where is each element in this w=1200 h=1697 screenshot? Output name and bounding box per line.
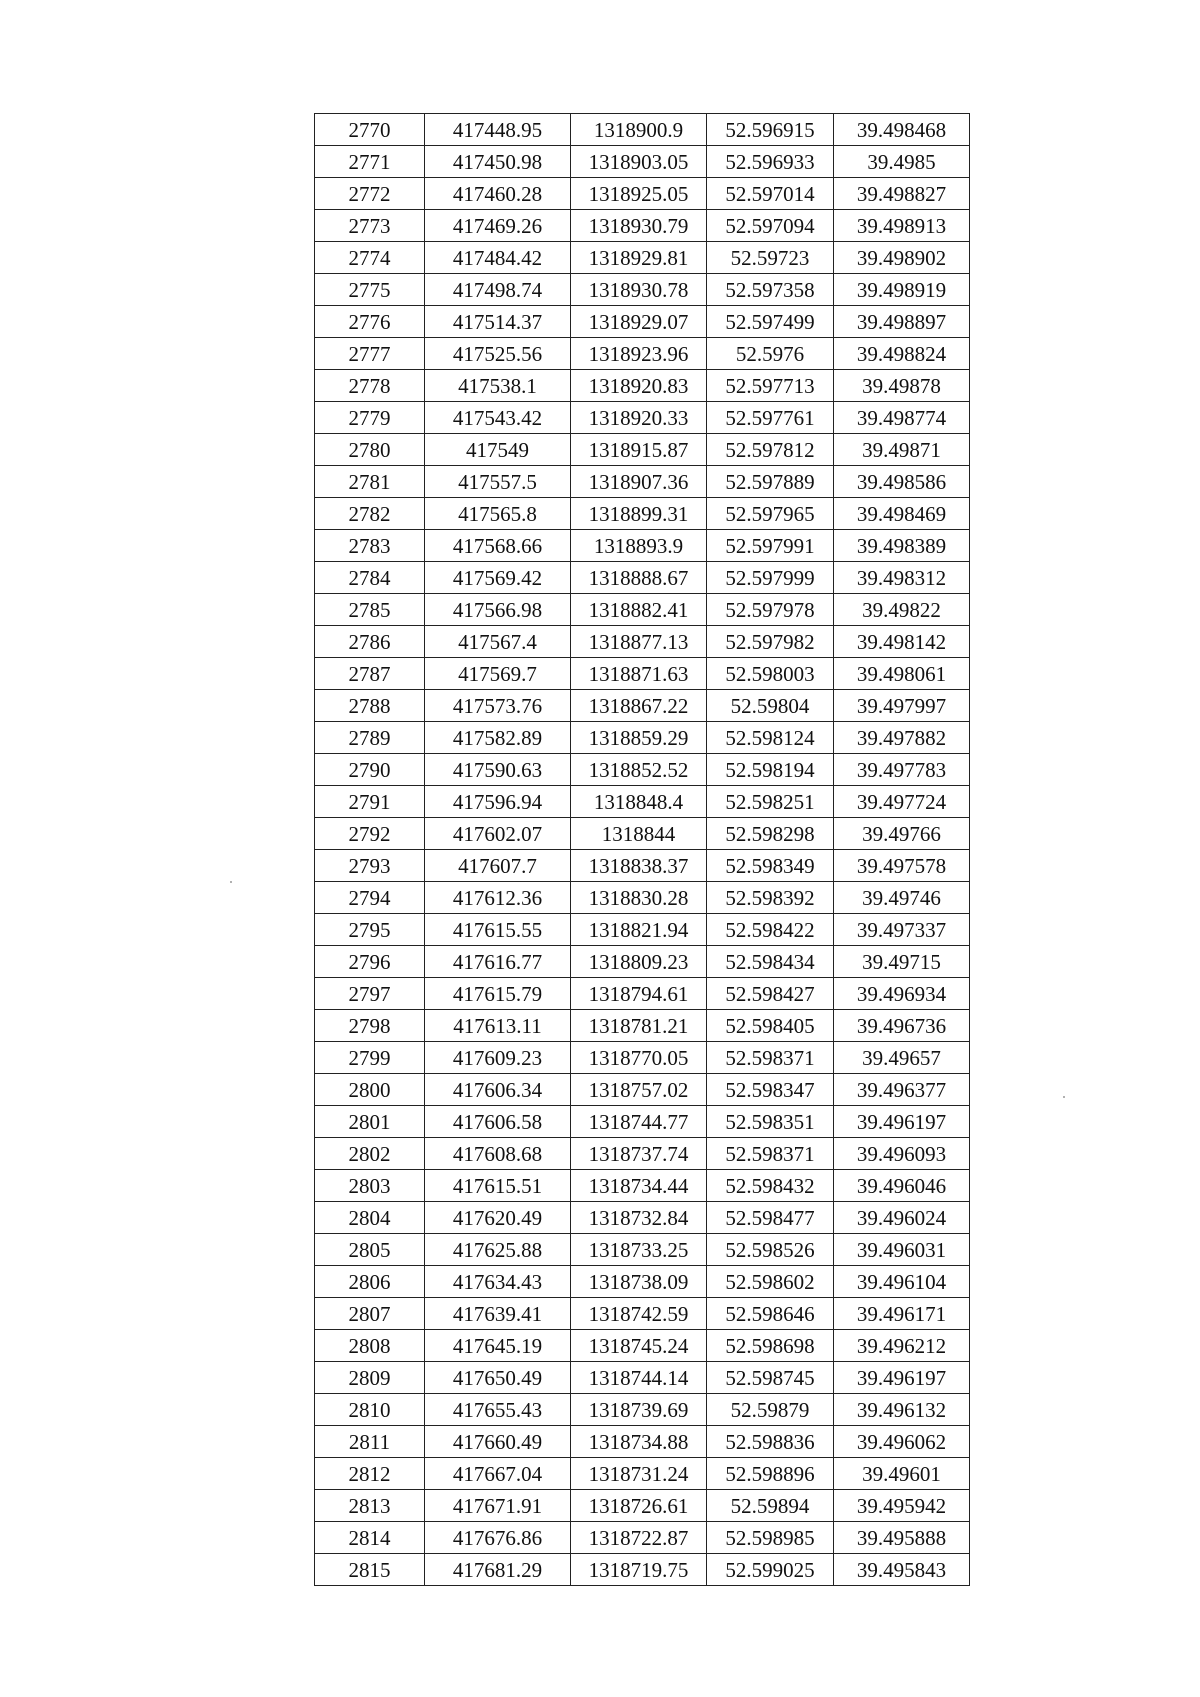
x-coordinate-cell: 417667.04	[425, 1458, 571, 1490]
table-row	[315, 850, 970, 882]
x-coordinate-cell: 417596.94	[425, 786, 571, 818]
point-number-cell: 2807	[315, 1298, 425, 1330]
x-coordinate-cell: 417606.58	[425, 1106, 571, 1138]
point-number-cell: 2782	[315, 498, 425, 530]
longitude-cell: 39.496031	[834, 1234, 970, 1266]
point-number-cell: 2776	[315, 306, 425, 338]
table-row	[315, 914, 970, 946]
table-row	[315, 1202, 970, 1234]
point-number-cell: 2808	[315, 1330, 425, 1362]
longitude-cell: 39.496171	[834, 1298, 970, 1330]
latitude-cell: 52.597965	[707, 498, 834, 530]
y-coordinate-cell: 1318781.21	[571, 1010, 707, 1042]
table-row	[315, 306, 970, 338]
table-row	[315, 1394, 970, 1426]
table-row	[315, 594, 970, 626]
table-row	[315, 146, 970, 178]
y-coordinate-cell: 1318907.36	[571, 466, 707, 498]
table-row	[315, 338, 970, 370]
x-coordinate-cell: 417573.76	[425, 690, 571, 722]
table-row	[315, 402, 970, 434]
latitude-cell: 52.598405	[707, 1010, 834, 1042]
point-number-cell: 2813	[315, 1490, 425, 1522]
table-row	[315, 370, 970, 402]
latitude-cell: 52.59723	[707, 242, 834, 274]
point-number-cell: 2812	[315, 1458, 425, 1490]
scan-speck	[230, 881, 232, 883]
y-coordinate-cell: 1318734.88	[571, 1426, 707, 1458]
y-coordinate-cell: 1318844	[571, 818, 707, 850]
point-number-cell: 2794	[315, 882, 425, 914]
latitude-cell: 52.598836	[707, 1426, 834, 1458]
table-row	[315, 466, 970, 498]
x-coordinate-cell: 417681.29	[425, 1554, 571, 1586]
longitude-cell: 39.498389	[834, 530, 970, 562]
y-coordinate-cell: 1318888.67	[571, 562, 707, 594]
longitude-cell: 39.496212	[834, 1330, 970, 1362]
table-row	[315, 1362, 970, 1394]
y-coordinate-cell: 1318732.84	[571, 1202, 707, 1234]
table-row	[315, 1010, 970, 1042]
y-coordinate-cell: 1318757.02	[571, 1074, 707, 1106]
x-coordinate-cell: 417609.23	[425, 1042, 571, 1074]
latitude-cell: 52.59804	[707, 690, 834, 722]
latitude-cell: 52.598427	[707, 978, 834, 1010]
longitude-cell: 39.498468	[834, 114, 970, 146]
y-coordinate-cell: 1318903.05	[571, 146, 707, 178]
latitude-cell: 52.598526	[707, 1234, 834, 1266]
x-coordinate-cell: 417660.49	[425, 1426, 571, 1458]
table-row	[315, 722, 970, 754]
longitude-cell: 39.49871	[834, 434, 970, 466]
longitude-cell: 39.4985	[834, 146, 970, 178]
latitude-cell: 52.598251	[707, 786, 834, 818]
x-coordinate-cell: 417645.19	[425, 1330, 571, 1362]
longitude-cell: 39.496093	[834, 1138, 970, 1170]
y-coordinate-cell: 1318722.87	[571, 1522, 707, 1554]
latitude-cell: 52.598349	[707, 850, 834, 882]
y-coordinate-cell: 1318929.07	[571, 306, 707, 338]
y-coordinate-cell: 1318871.63	[571, 658, 707, 690]
y-coordinate-cell: 1318745.24	[571, 1330, 707, 1362]
point-number-cell: 2809	[315, 1362, 425, 1394]
y-coordinate-cell: 1318920.33	[571, 402, 707, 434]
table-row	[315, 210, 970, 242]
point-number-cell: 2780	[315, 434, 425, 466]
longitude-cell: 39.49715	[834, 946, 970, 978]
longitude-cell: 39.49822	[834, 594, 970, 626]
latitude-cell: 52.596915	[707, 114, 834, 146]
longitude-cell: 39.497724	[834, 786, 970, 818]
longitude-cell: 39.498312	[834, 562, 970, 594]
x-coordinate-cell: 417567.4	[425, 626, 571, 658]
table-row	[315, 242, 970, 274]
y-coordinate-cell: 1318893.9	[571, 530, 707, 562]
x-coordinate-cell: 417620.49	[425, 1202, 571, 1234]
longitude-cell: 39.498774	[834, 402, 970, 434]
latitude-cell: 52.597978	[707, 594, 834, 626]
x-coordinate-cell: 417514.37	[425, 306, 571, 338]
point-number-cell: 2786	[315, 626, 425, 658]
y-coordinate-cell: 1318920.83	[571, 370, 707, 402]
x-coordinate-cell: 417639.41	[425, 1298, 571, 1330]
longitude-cell: 39.496934	[834, 978, 970, 1010]
longitude-cell: 39.495843	[834, 1554, 970, 1586]
latitude-cell: 52.5976	[707, 338, 834, 370]
longitude-cell: 39.497783	[834, 754, 970, 786]
latitude-cell: 52.597713	[707, 370, 834, 402]
longitude-cell: 39.498902	[834, 242, 970, 274]
longitude-cell: 39.496132	[834, 1394, 970, 1426]
y-coordinate-cell: 1318770.05	[571, 1042, 707, 1074]
y-coordinate-cell: 1318900.9	[571, 114, 707, 146]
point-number-cell: 2785	[315, 594, 425, 626]
longitude-cell: 39.498061	[834, 658, 970, 690]
longitude-cell: 39.49766	[834, 818, 970, 850]
y-coordinate-cell: 1318719.75	[571, 1554, 707, 1586]
x-coordinate-cell: 417671.91	[425, 1490, 571, 1522]
latitude-cell: 52.597999	[707, 562, 834, 594]
y-coordinate-cell: 1318738.09	[571, 1266, 707, 1298]
longitude-cell: 39.496377	[834, 1074, 970, 1106]
latitude-cell: 52.598194	[707, 754, 834, 786]
point-number-cell: 2783	[315, 530, 425, 562]
table-row	[315, 1074, 970, 1106]
point-number-cell: 2778	[315, 370, 425, 402]
x-coordinate-cell: 417460.28	[425, 178, 571, 210]
table-row	[315, 1426, 970, 1458]
y-coordinate-cell: 1318733.25	[571, 1234, 707, 1266]
latitude-cell: 52.598745	[707, 1362, 834, 1394]
x-coordinate-cell: 417602.07	[425, 818, 571, 850]
y-coordinate-cell: 1318744.77	[571, 1106, 707, 1138]
y-coordinate-cell: 1318744.14	[571, 1362, 707, 1394]
x-coordinate-cell: 417625.88	[425, 1234, 571, 1266]
x-coordinate-cell: 417650.49	[425, 1362, 571, 1394]
x-coordinate-cell: 417615.79	[425, 978, 571, 1010]
point-number-cell: 2804	[315, 1202, 425, 1234]
y-coordinate-cell: 1318737.74	[571, 1138, 707, 1170]
x-coordinate-cell: 417608.68	[425, 1138, 571, 1170]
longitude-cell: 39.498919	[834, 274, 970, 306]
x-coordinate-cell: 417568.66	[425, 530, 571, 562]
y-coordinate-cell: 1318830.28	[571, 882, 707, 914]
point-number-cell: 2797	[315, 978, 425, 1010]
y-coordinate-cell: 1318930.79	[571, 210, 707, 242]
longitude-cell: 39.495942	[834, 1490, 970, 1522]
longitude-cell: 39.495888	[834, 1522, 970, 1554]
longitude-cell: 39.497578	[834, 850, 970, 882]
y-coordinate-cell: 1318929.81	[571, 242, 707, 274]
table-row	[315, 1522, 970, 1554]
x-coordinate-cell: 417676.86	[425, 1522, 571, 1554]
longitude-cell: 39.49601	[834, 1458, 970, 1490]
latitude-cell: 52.597014	[707, 178, 834, 210]
scan-speck	[1063, 1096, 1065, 1098]
point-number-cell: 2814	[315, 1522, 425, 1554]
latitude-cell: 52.598351	[707, 1106, 834, 1138]
x-coordinate-cell: 417655.43	[425, 1394, 571, 1426]
point-number-cell: 2787	[315, 658, 425, 690]
latitude-cell: 52.598003	[707, 658, 834, 690]
x-coordinate-cell: 417569.7	[425, 658, 571, 690]
y-coordinate-cell: 1318852.52	[571, 754, 707, 786]
table-row	[315, 434, 970, 466]
y-coordinate-cell: 1318726.61	[571, 1490, 707, 1522]
point-number-cell: 2795	[315, 914, 425, 946]
y-coordinate-cell: 1318867.22	[571, 690, 707, 722]
point-number-cell: 2775	[315, 274, 425, 306]
y-coordinate-cell: 1318794.61	[571, 978, 707, 1010]
table-row	[315, 978, 970, 1010]
table-row	[315, 1042, 970, 1074]
latitude-cell: 52.596933	[707, 146, 834, 178]
latitude-cell: 52.598698	[707, 1330, 834, 1362]
table-row	[315, 1138, 970, 1170]
table-row	[315, 274, 970, 306]
point-number-cell: 2801	[315, 1106, 425, 1138]
longitude-cell: 39.498897	[834, 306, 970, 338]
latitude-cell: 52.597094	[707, 210, 834, 242]
x-coordinate-cell: 417613.11	[425, 1010, 571, 1042]
x-coordinate-cell: 417566.98	[425, 594, 571, 626]
y-coordinate-cell: 1318877.13	[571, 626, 707, 658]
longitude-cell: 39.498469	[834, 498, 970, 530]
point-number-cell: 2791	[315, 786, 425, 818]
table-row	[315, 1298, 970, 1330]
point-number-cell: 2774	[315, 242, 425, 274]
longitude-cell: 39.496736	[834, 1010, 970, 1042]
y-coordinate-cell: 1318848.4	[571, 786, 707, 818]
longitude-cell: 39.498142	[834, 626, 970, 658]
x-coordinate-cell: 417590.63	[425, 754, 571, 786]
y-coordinate-cell: 1318734.44	[571, 1170, 707, 1202]
longitude-cell: 39.497882	[834, 722, 970, 754]
y-coordinate-cell: 1318925.05	[571, 178, 707, 210]
x-coordinate-cell: 417525.56	[425, 338, 571, 370]
latitude-cell: 52.598985	[707, 1522, 834, 1554]
x-coordinate-cell: 417615.51	[425, 1170, 571, 1202]
x-coordinate-cell: 417448.95	[425, 114, 571, 146]
latitude-cell: 52.597991	[707, 530, 834, 562]
latitude-cell: 52.597889	[707, 466, 834, 498]
x-coordinate-cell: 417634.43	[425, 1266, 571, 1298]
x-coordinate-cell: 417606.34	[425, 1074, 571, 1106]
x-coordinate-cell: 417615.55	[425, 914, 571, 946]
longitude-cell: 39.498913	[834, 210, 970, 242]
table-body	[315, 114, 970, 1586]
point-number-cell: 2811	[315, 1426, 425, 1458]
y-coordinate-cell: 1318899.31	[571, 498, 707, 530]
table-row	[315, 626, 970, 658]
table-row	[315, 1266, 970, 1298]
table-row	[315, 786, 970, 818]
y-coordinate-cell: 1318809.23	[571, 946, 707, 978]
point-number-cell: 2800	[315, 1074, 425, 1106]
table-row	[315, 946, 970, 978]
x-coordinate-cell: 417469.26	[425, 210, 571, 242]
point-number-cell: 2798	[315, 1010, 425, 1042]
latitude-cell: 52.598347	[707, 1074, 834, 1106]
y-coordinate-cell: 1318859.29	[571, 722, 707, 754]
y-coordinate-cell: 1318923.96	[571, 338, 707, 370]
point-number-cell: 2790	[315, 754, 425, 786]
point-number-cell: 2779	[315, 402, 425, 434]
table-row	[315, 1490, 970, 1522]
table-row	[315, 498, 970, 530]
table-row	[315, 818, 970, 850]
latitude-cell: 52.598602	[707, 1266, 834, 1298]
longitude-cell: 39.498827	[834, 178, 970, 210]
y-coordinate-cell: 1318838.37	[571, 850, 707, 882]
x-coordinate-cell: 417607.7	[425, 850, 571, 882]
latitude-cell: 52.597812	[707, 434, 834, 466]
x-coordinate-cell: 417543.42	[425, 402, 571, 434]
point-number-cell: 2802	[315, 1138, 425, 1170]
y-coordinate-cell: 1318882.41	[571, 594, 707, 626]
table-row	[315, 882, 970, 914]
point-number-cell: 2796	[315, 946, 425, 978]
longitude-cell: 39.496024	[834, 1202, 970, 1234]
latitude-cell: 52.598124	[707, 722, 834, 754]
point-number-cell: 2789	[315, 722, 425, 754]
latitude-cell: 52.597358	[707, 274, 834, 306]
latitude-cell: 52.598434	[707, 946, 834, 978]
point-number-cell: 2810	[315, 1394, 425, 1426]
longitude-cell: 39.498824	[834, 338, 970, 370]
latitude-cell: 52.598298	[707, 818, 834, 850]
point-number-cell: 2815	[315, 1554, 425, 1586]
latitude-cell: 52.599025	[707, 1554, 834, 1586]
table-row	[315, 562, 970, 594]
table-row	[315, 1458, 970, 1490]
x-coordinate-cell: 417538.1	[425, 370, 571, 402]
latitude-cell: 52.598477	[707, 1202, 834, 1234]
point-number-cell: 2772	[315, 178, 425, 210]
latitude-cell: 52.598371	[707, 1042, 834, 1074]
longitude-cell: 39.49657	[834, 1042, 970, 1074]
table-row	[315, 1106, 970, 1138]
point-number-cell: 2806	[315, 1266, 425, 1298]
longitude-cell: 39.497997	[834, 690, 970, 722]
latitude-cell: 52.598432	[707, 1170, 834, 1202]
y-coordinate-cell: 1318739.69	[571, 1394, 707, 1426]
y-coordinate-cell: 1318915.87	[571, 434, 707, 466]
table-row	[315, 1234, 970, 1266]
table-row	[315, 1554, 970, 1586]
latitude-cell: 52.598646	[707, 1298, 834, 1330]
y-coordinate-cell: 1318930.78	[571, 274, 707, 306]
y-coordinate-cell: 1318742.59	[571, 1298, 707, 1330]
longitude-cell: 39.496046	[834, 1170, 970, 1202]
x-coordinate-cell: 417484.42	[425, 242, 571, 274]
longitude-cell: 39.496104	[834, 1266, 970, 1298]
point-number-cell: 2777	[315, 338, 425, 370]
x-coordinate-cell: 417569.42	[425, 562, 571, 594]
point-number-cell: 2788	[315, 690, 425, 722]
y-coordinate-cell: 1318731.24	[571, 1458, 707, 1490]
x-coordinate-cell: 417582.89	[425, 722, 571, 754]
latitude-cell: 52.598392	[707, 882, 834, 914]
point-number-cell: 2805	[315, 1234, 425, 1266]
longitude-cell: 39.49746	[834, 882, 970, 914]
point-number-cell: 2771	[315, 146, 425, 178]
table-row	[315, 658, 970, 690]
point-number-cell: 2781	[315, 466, 425, 498]
latitude-cell: 52.597499	[707, 306, 834, 338]
table-row	[315, 754, 970, 786]
x-coordinate-cell: 417498.74	[425, 274, 571, 306]
point-number-cell: 2799	[315, 1042, 425, 1074]
point-number-cell: 2792	[315, 818, 425, 850]
table-row	[315, 1330, 970, 1362]
table-row	[315, 178, 970, 210]
longitude-cell: 39.498586	[834, 466, 970, 498]
point-number-cell: 2793	[315, 850, 425, 882]
x-coordinate-cell: 417549	[425, 434, 571, 466]
latitude-cell: 52.59879	[707, 1394, 834, 1426]
table-row	[315, 530, 970, 562]
x-coordinate-cell: 417616.77	[425, 946, 571, 978]
table-row	[315, 114, 970, 146]
x-coordinate-cell: 417557.5	[425, 466, 571, 498]
table-row	[315, 1170, 970, 1202]
longitude-cell: 39.497337	[834, 914, 970, 946]
point-number-cell: 2773	[315, 210, 425, 242]
latitude-cell: 52.597982	[707, 626, 834, 658]
x-coordinate-cell: 417450.98	[425, 146, 571, 178]
longitude-cell: 39.496197	[834, 1362, 970, 1394]
point-number-cell: 2803	[315, 1170, 425, 1202]
x-coordinate-cell: 417612.36	[425, 882, 571, 914]
longitude-cell: 39.496062	[834, 1426, 970, 1458]
longitude-cell: 39.49878	[834, 370, 970, 402]
latitude-cell: 52.598371	[707, 1138, 834, 1170]
table-row	[315, 690, 970, 722]
point-number-cell: 2784	[315, 562, 425, 594]
latitude-cell: 52.598896	[707, 1458, 834, 1490]
x-coordinate-cell: 417565.8	[425, 498, 571, 530]
y-coordinate-cell: 1318821.94	[571, 914, 707, 946]
point-number-cell: 2770	[315, 114, 425, 146]
coordinates-table	[314, 113, 970, 1586]
longitude-cell: 39.496197	[834, 1106, 970, 1138]
latitude-cell: 52.597761	[707, 402, 834, 434]
latitude-cell: 52.59894	[707, 1490, 834, 1522]
latitude-cell: 52.598422	[707, 914, 834, 946]
